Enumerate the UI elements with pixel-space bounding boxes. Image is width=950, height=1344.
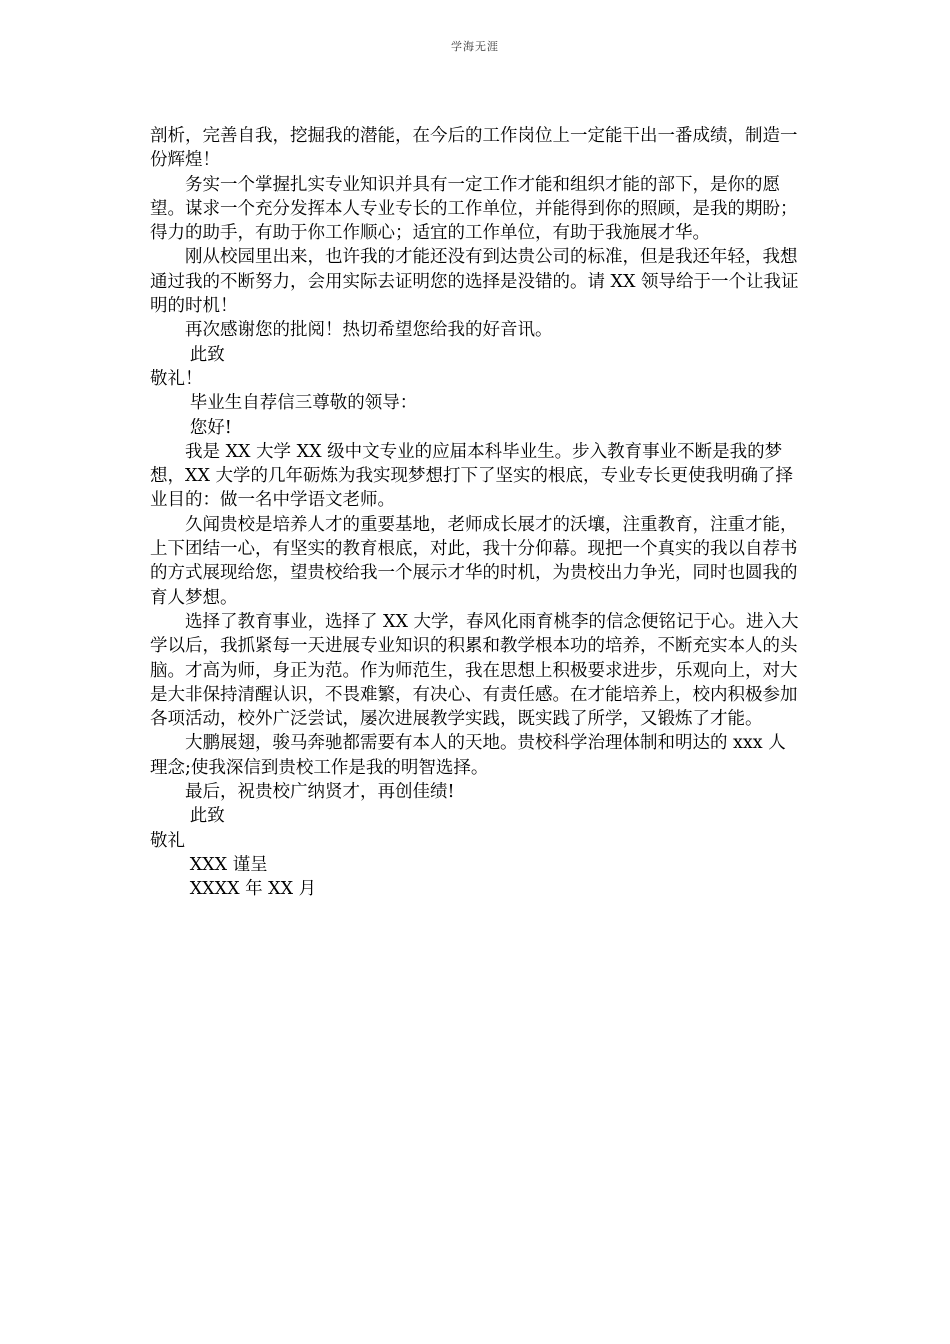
page-header: 学海无涯 bbox=[451, 40, 499, 53]
signature-line: XXX 谨呈 bbox=[189, 854, 268, 875]
closing-line: 此致 bbox=[189, 344, 225, 365]
paragraph: 大鹏展翅，骏马奔驰都需要有本人的天地。贵校科学治理体制和明达的 xxx 人理念;使我深信到贵校工作是我的明智选择。 bbox=[150, 733, 786, 778]
paragraph: 久闻贵校是培养人才的重要基地，老师成长展才的沃壤，注重教育，注重才能，上下团结一心，有坚实的教育根底，对此，我十分仰幕。现把一个真实的我以自荐书的方式展现给您，望贵校给我一个展示才华的时机，为贵校出力争光，同时也圆我的育人梦想。 bbox=[150, 514, 798, 608]
letter-heading: 毕业生自荐信三尊敬的领导： bbox=[189, 393, 418, 414]
salutation-line: 敬礼！ bbox=[150, 368, 203, 389]
paragraph: 务实一个掌握扎实专业知识并具有一定工作才能和组织才能的部下，是你的愿望。谋求一个充分发挥本人专业专长的工作单位，并能得到你的照顾，是我的期盼；得力的助手，有助于你工作顺心；适宜的工作单位，有助于我施展才华。 bbox=[150, 174, 798, 244]
greeting-line: 您好! bbox=[189, 417, 232, 438]
closing-line: 此致 bbox=[189, 806, 225, 827]
paragraph: 我是 XX 大学 XX 级中文专业的应届本科毕业生。步入教育事业不断是我的梦想，XX 大学的几年砺炼为我实现梦想打下了坚实的根底，专业专长更使我明确了择业目的：做一名中学语文老师。 bbox=[150, 441, 793, 511]
paragraph-continuation: 剖析，完善自我，挖掘我的潜能，在今后的工作岗位上一定能干出一番成绩，制造一份辉煌！ bbox=[150, 126, 798, 171]
paragraph: 选择了教育事业，选择了 XX 大学，春风化雨育桃李的信念便铭记于心。进入大学以后，我抓紧每一天进展专业知识的积累和教学根本功的培养，不断充实本人的头脑。才高为师，身正为范。作为师范生，我在思想上积极要求进步，乐观向上，对大是大非保持清醒认识，不畏难繁，有决心、有责任感。在才能培养上，校内积极参加各项活动，校外广泛尝试，屡次进展教学实践，既实践了所学，又锻炼了才能。 bbox=[150, 611, 799, 730]
paragraph: 最后，祝贵校广纳贤才，再创佳绩! bbox=[185, 782, 455, 803]
date-line: XXXX 年 XX 月 bbox=[189, 879, 317, 900]
salutation-line: 敬礼 bbox=[150, 830, 185, 851]
paragraph: 刚从校园里出来，也许我的才能还没有到达贵公司的标准，但是我还年轻，我想通过我的不断努力，会用实际去证明您的选择是没错的。请 XX 领导给于一个让我证明的时机！ bbox=[150, 247, 799, 317]
paragraph: 再次感谢您的批阅！热切希望您给我的好音讯。 bbox=[185, 320, 553, 341]
document-body bbox=[150, 124, 800, 902]
